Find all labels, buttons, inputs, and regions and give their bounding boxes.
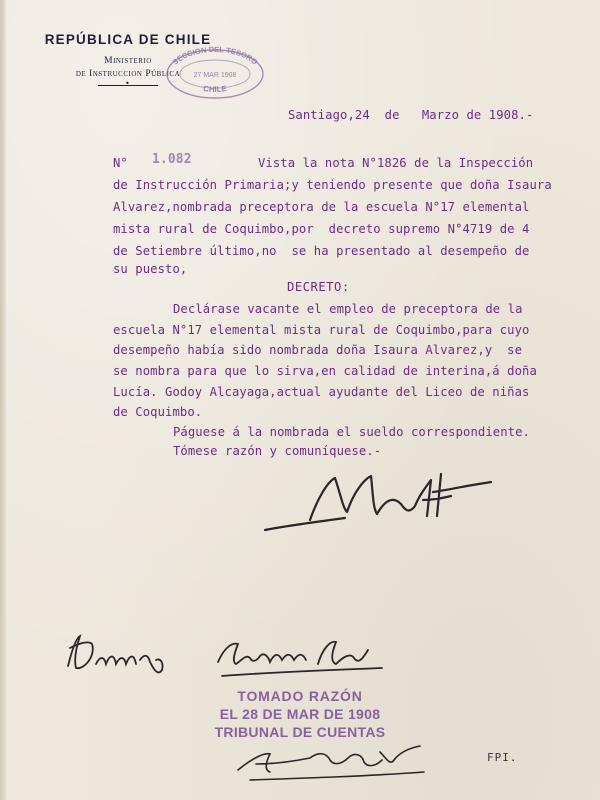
intro-line-6: su puesto, xyxy=(113,262,188,276)
decree-line-5: Lucía. Godoy Alcayaga,actual ayudante del Liceo de niñas xyxy=(113,385,530,399)
date-line: Santiago,24 de Marzo de 1908.- xyxy=(288,108,534,122)
seal-ring-bottom: CHILE xyxy=(202,84,228,94)
number-label: N° xyxy=(113,156,128,170)
decree-line-3: desempeño había sido nombrada doña Isaura Alvarez,y se xyxy=(113,343,523,357)
intro-line-4: mista rural de Coquimbo,por decreto supremo N°4719 de 4 xyxy=(113,222,530,236)
number-value: 1.082 xyxy=(152,152,192,167)
intro-line-5: de Setiembre último,no se ha presentado al desempeño de xyxy=(113,244,530,258)
seal-ring-top: SECCION DEL TESORO xyxy=(170,44,260,67)
intro-line-1: Vista la nota N°1826 de la Inspección xyxy=(258,156,534,170)
letterhead-rule xyxy=(98,85,158,86)
minister-signature xyxy=(62,630,182,680)
stamp-line-3: TRIBUNAL DE CUENTAS xyxy=(214,724,386,740)
decree-label: DECRETO: xyxy=(287,280,350,294)
closing-line: Tómese razón y comuníquese.- xyxy=(173,444,382,458)
tribunal-signature xyxy=(230,730,430,786)
decree-line-1: Declárase vacante el empleo de preceptora de la xyxy=(173,302,523,316)
decree-line-6: de Coquimbo. xyxy=(113,405,203,419)
seal-date: 27 MAR 1908 xyxy=(193,72,237,79)
decree-line-2: escuela N°17 elemental mista rural de Coquimbo,para cuyo xyxy=(113,323,530,337)
letterhead-ministry-line1: Ministerio xyxy=(104,56,152,66)
letterhead-republic: REPÚBLICA DE CHILE xyxy=(44,32,212,47)
svg-text:CHILE xyxy=(203,84,228,94)
payment-line: Páguese á la nombrada el sueldo correspondiente. xyxy=(173,425,530,439)
intro-line-3: Alvarez,nombrada preceptora de la escuela N°17 elemental xyxy=(113,200,530,214)
stamp-line-2: EL 28 DE MAR DE 1908 xyxy=(219,706,381,722)
intro-line-2: de Instrucción Primaria;y teniendo presente que doña Isaura xyxy=(113,178,552,192)
footer-initials: FPI. xyxy=(487,751,518,764)
secretary-signature xyxy=(212,628,392,688)
decree-line-4: se nombra para que lo sirva,en calidad de interina,á doña xyxy=(113,364,537,378)
president-signature xyxy=(255,460,515,540)
treasury-seal xyxy=(160,44,270,100)
paper-edge xyxy=(0,0,6,800)
svg-text:SECCION DEL TESORO xyxy=(171,45,260,67)
letterhead-ministry-line2: de Instruccion Pública xyxy=(75,69,181,79)
stamp-line-1: TOMADO RAZÓN xyxy=(237,688,363,704)
